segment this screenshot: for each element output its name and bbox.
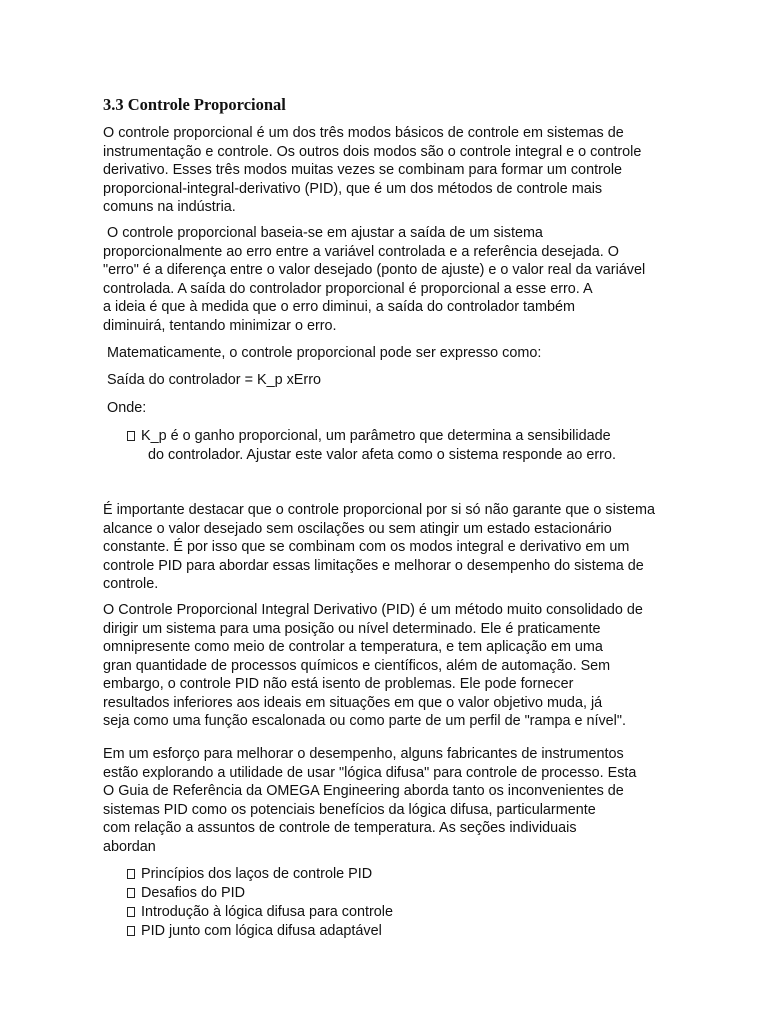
onde-label [103,399,146,418]
paragraph-intro [103,124,641,217]
list-item-text: PID junto com lógica difusa adaptável [141,923,382,939]
section-heading: 3.3 Controle Proporcional [103,95,286,114]
text-line: "erro" é a diferença entre o valor desejado (ponto de ajuste) e o valor real da variável [103,262,646,278]
text-line: instrumentação e controle. Os outros dois modos são o controle integral e o controle [103,143,642,160]
list-item-text: Introdução à lógica difusa para controle [141,904,393,920]
paragraph-pid [103,601,643,731]
formula-text: Saída do controlador = K_p xErro [103,372,321,388]
square-bullet-icon [127,907,135,917]
text-line: O controle proporcional é um dos três modos básicos de controle em sistemas de [103,125,624,141]
text-line: diminuirá, tentando minimizar o erro. [103,317,337,334]
text-line: controle PID para abordar essas limitações e melhorar o desempenho do sistema de [103,557,644,574]
text-line: controlada. A saída do controlador proporcional é proporcional a esse erro. A [103,280,593,297]
square-bullet-icon [127,869,135,879]
paragraph-fuzzy [103,745,636,856]
text-line: estão explorando a utilidade de usar "lógica difusa" para controle de processo. Esta [103,764,637,781]
text-line: Matematicamente, o controle proporcional pode ser expresso como: [103,345,542,361]
text-line: dirigir um sistema para uma posição ou nível determinado. Ele é praticamente [103,620,601,637]
square-bullet-icon [127,888,135,898]
text-line: a ideia é que à medida que o erro diminui, a saída do controlador também [103,299,575,315]
list-item-text: Princípios dos laços de controle PID [141,866,373,882]
formula-line [103,371,321,390]
text-line: Em um esforço para melhorar o desempenho, alguns fabricantes de instrumentos [103,746,624,762]
paragraph-proportional [103,224,645,335]
text-line: controle. [103,576,159,592]
text-line: proporcionalmente ao erro entre a variável controlada e a referência desejada. O [103,243,619,260]
bullet-text: K_p é o ganho proporcional, um parâmetro que determina a sensibilidade [141,428,611,444]
text-line: O Guia de Referência da OMEGA Engineering aborda tanto os inconvenientes de [103,783,624,799]
text-line: com relação a assuntos de controle de temperatura. As seções individuais [103,820,577,836]
text-line: alcance o valor desejado sem oscilações ou sem atingir um estado estacionário [103,520,612,537]
text-line: abordan [103,838,156,855]
text-line: O Controle Proporcional Integral Derivativo (PID) é um método muito consolidado de [103,602,643,618]
text-line: comuns na indústria. [103,199,236,215]
text-line: gran quantidade de processos químicos e científicos, além de automação. Sem [103,657,611,674]
list-item-text: Desafios do PID [141,885,245,901]
square-bullet-icon [127,431,135,441]
list-item [127,884,245,903]
paragraph-math [103,344,541,363]
text-line: resultados inferiores aos ideais em situações em que o valor objetivo muda, já [103,694,603,711]
paragraph-limitations [103,501,655,594]
text-line: sistemas PID como os potenciais benefícios da lógica difusa, particularmente [103,801,596,818]
square-bullet-icon [127,926,135,936]
definition-bullet [127,427,611,446]
text-line: O controle proporcional baseia-se em ajustar a saída de um sistema [103,225,543,241]
definition-continuation: do controlador. Ajustar este valor afeta como o sistema responde ao erro. [148,447,616,463]
text-line: omnipresente como meio de controlar a temperatura, e tem aplicação em uma [103,639,603,655]
text-line: derivativo. Esses três modos muitas vezes se combinam para formar um controle [103,162,623,178]
list-item [127,922,382,941]
text-line: embargo, o controle PID não está isento de problemas. Ele pode fornecer [103,676,574,692]
text-line: É importante destacar que o controle proporcional por si só não garante que o sistema [103,502,655,518]
text-line: proporcional-integral-derivativo (PID), que é um dos métodos de controle mais [103,180,603,197]
text-line: seja como uma função escalonada ou como parte de um perfil de "rampa e nível". [103,713,626,729]
text-line: Onde: [103,400,147,416]
text-line: constante. É por isso que se combinam com os modos integral e derivativo em um [103,539,630,555]
list-item [127,903,393,922]
list-item [127,865,372,884]
